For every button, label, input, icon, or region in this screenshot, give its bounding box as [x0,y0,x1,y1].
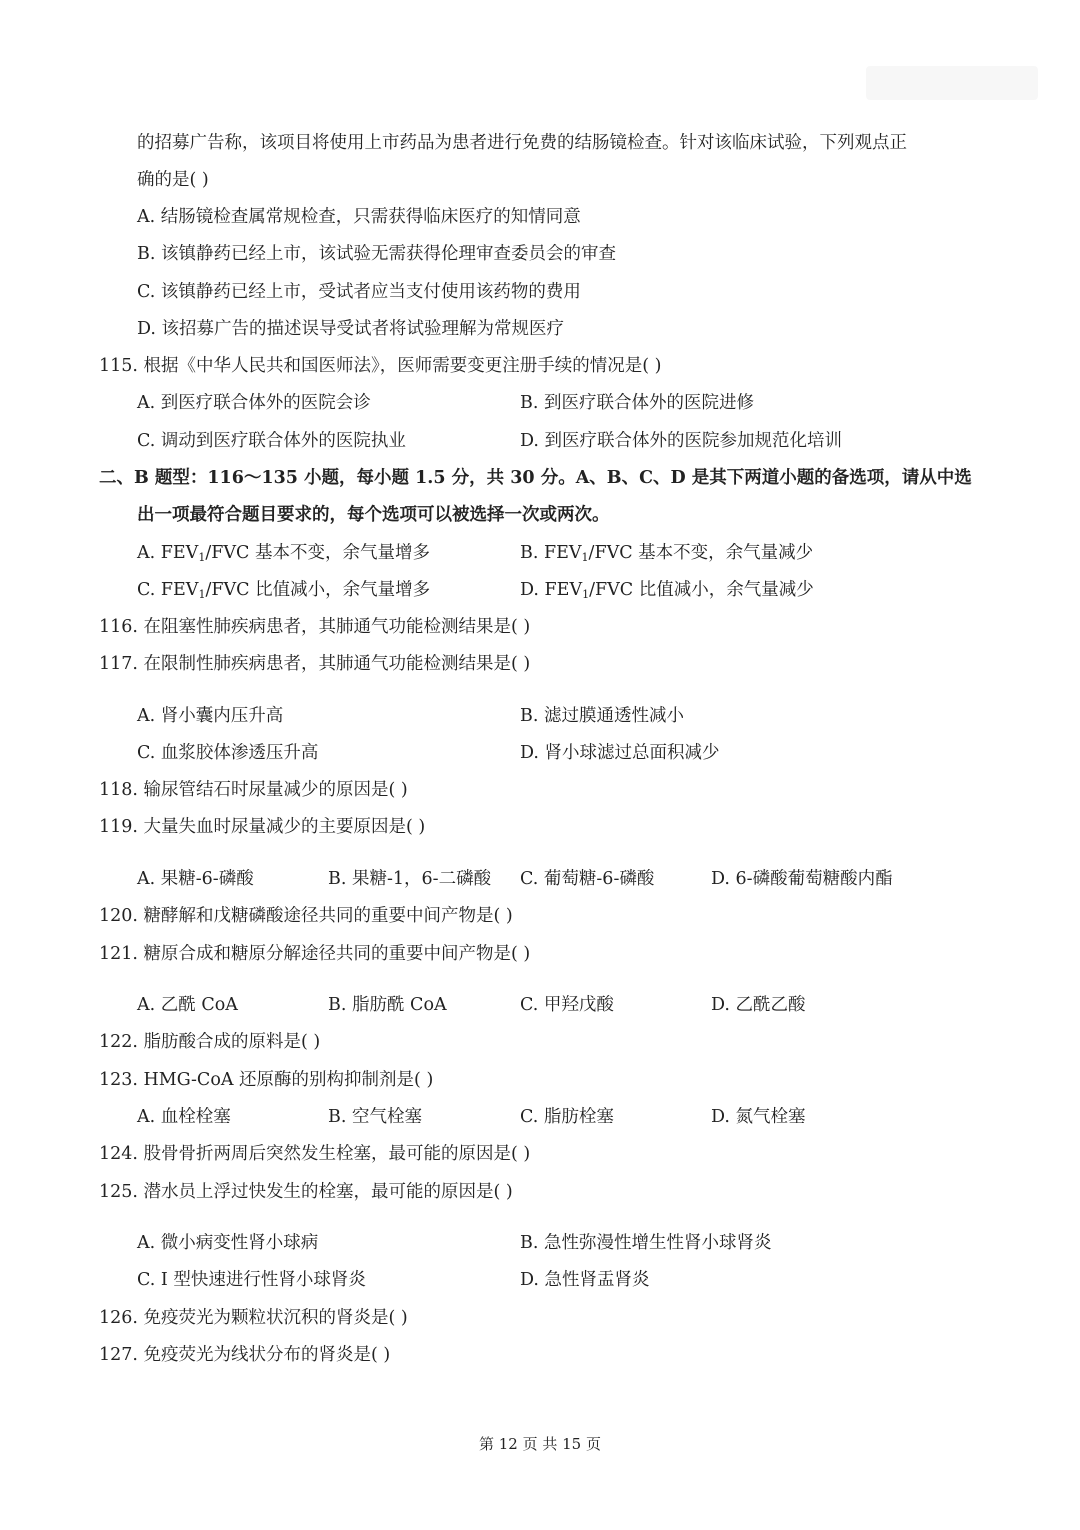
q125-stem: 125. 潜水员上浮过快发生的栓塞，最可能的原因是( ) [99,1182,513,1202]
g118-option-d: D. 肾小球滤过总面积减少 [520,743,720,763]
q114-stem-line2: 确的是( ) [137,170,209,190]
g116-option-b: B. $FEV_1$/FVC 基本不变，余气量减少 [520,543,814,564]
g124-option-a: A. 血栓栓塞 [137,1107,231,1127]
page-footer: 第 12 页 共 15 页 [478,1435,601,1453]
section2-heading-line1: 二、B 题型：116～135 小题，每小题 1.5 分，共 30 分。A、B、C、D 是其下两道小题的备选项，请从中选 [99,468,972,488]
q118-stem: 118. 输尿管结石时尿量减少的原因是( ) [99,780,408,800]
q123-stem: 123. HMG-CoA 还原酶的别构抑制剂是( ) [99,1070,434,1090]
q115-stem: 115. 根据《中华人民共和国医师法》，医师需要变更注册手续的情况是( ) [99,356,662,376]
g120-option-b: B. 果糖-1，6-二磷酸 [328,869,492,889]
q114-option-b: B. 该镇静药已经上市，该试验无需获得伦理审查委员会的审查 [137,244,616,264]
q114-option-a: A. 结肠镜检查属常规检查，只需获得临床医疗的知情同意 [137,207,581,227]
q115-option-d: D. 到医疗联合体外的医院参加规范化培训 [520,431,843,451]
g122-option-c: C. 甲羟戊酸 [520,995,614,1015]
q126-stem: 126. 免疫荧光为颗粒状沉积的肾炎是( ) [99,1308,408,1328]
q114-option-d: D. 该招募广告的描述误导受试者将试验理解为常规医疗 [137,319,565,339]
q115-option-a: A. 到医疗联合体外的医院会诊 [137,393,371,413]
g118-option-a: A. 肾小囊内压升高 [137,706,284,726]
q116-stem: 116. 在阻塞性肺疾病患者，其肺通气功能检测结果是( ) [99,617,531,637]
g124-option-d: D. 氮气栓塞 [711,1107,806,1127]
q122-stem: 122. 脂肪酸合成的原料是( ) [99,1032,321,1052]
g118-option-c: C. 血浆胶体渗透压升高 [137,743,319,763]
g126-option-d: D. 急性肾盂肾炎 [520,1270,650,1290]
q114-stem-line1: 的招募广告称，该项目将使用上市药品为患者进行免费的结肠镜检查。针对该临床试验，下列观点正 [137,133,907,153]
g120-option-c: C. 葡萄糖-6-磷酸 [520,869,655,889]
g122-option-b: B. 脂肪酰 CoA [328,995,447,1015]
q115-option-b: B. 到医疗联合体外的医院进修 [520,393,754,413]
q121-stem: 121. 糖原合成和糖原分解途径共同的重要中间产物是( ) [99,944,531,964]
q119-stem: 119. 大量失血时尿量减少的主要原因是( ) [99,817,426,837]
q124-stem: 124. 股骨骨折两周后突然发生栓塞，最可能的原因是( ) [99,1144,531,1164]
g126-option-b: B. 急性弥漫性增生性肾小球肾炎 [520,1233,772,1253]
q114-option-c: C. 该镇静药已经上市，受试者应当支付使用该药物的费用 [137,282,581,302]
g124-option-b: B. 空气栓塞 [328,1107,422,1127]
g122-option-a: A. 乙酰 CoA [137,995,238,1015]
q115-option-c: C. 调动到医疗联合体外的医院执业 [137,431,406,451]
g116-option-a: A. $FEV_1$/FVC 基本不变，余气量增多 [137,543,430,564]
g120-option-d: D. 6-磷酸葡萄糖酸内酯 [711,869,893,889]
scan-smudge [866,66,1038,100]
g124-option-c: C. 脂肪栓塞 [520,1107,614,1127]
q120-stem: 120. 糖酵解和戊糖磷酸途径共同的重要中间产物是( ) [99,906,513,926]
g116-option-d: D. $FEV_1$/FVC 比值减小，余气量减少 [520,580,814,601]
g116-option-c: C. $FEV_1$/FVC 比值减小，余气量增多 [137,580,431,601]
g126-option-c: C. I 型快速进行性肾小球肾炎 [137,1270,366,1290]
g122-option-d: D. 乙酰乙酸 [711,995,806,1015]
section2-heading-line2: 出一项最符合题目要求的，每个选项可以被选择一次或两次。 [137,505,610,525]
g126-option-a: A. 微小病变性肾小球病 [137,1233,319,1253]
q117-stem: 117. 在限制性肺疾病患者，其肺通气功能检测结果是( ) [99,654,531,674]
q127-stem: 127. 免疫荧光为线状分布的肾炎是( ) [99,1345,391,1365]
g118-option-b: B. 滤过膜通透性减小 [520,706,684,726]
g120-option-a: A. 果糖-6-磷酸 [137,869,254,889]
